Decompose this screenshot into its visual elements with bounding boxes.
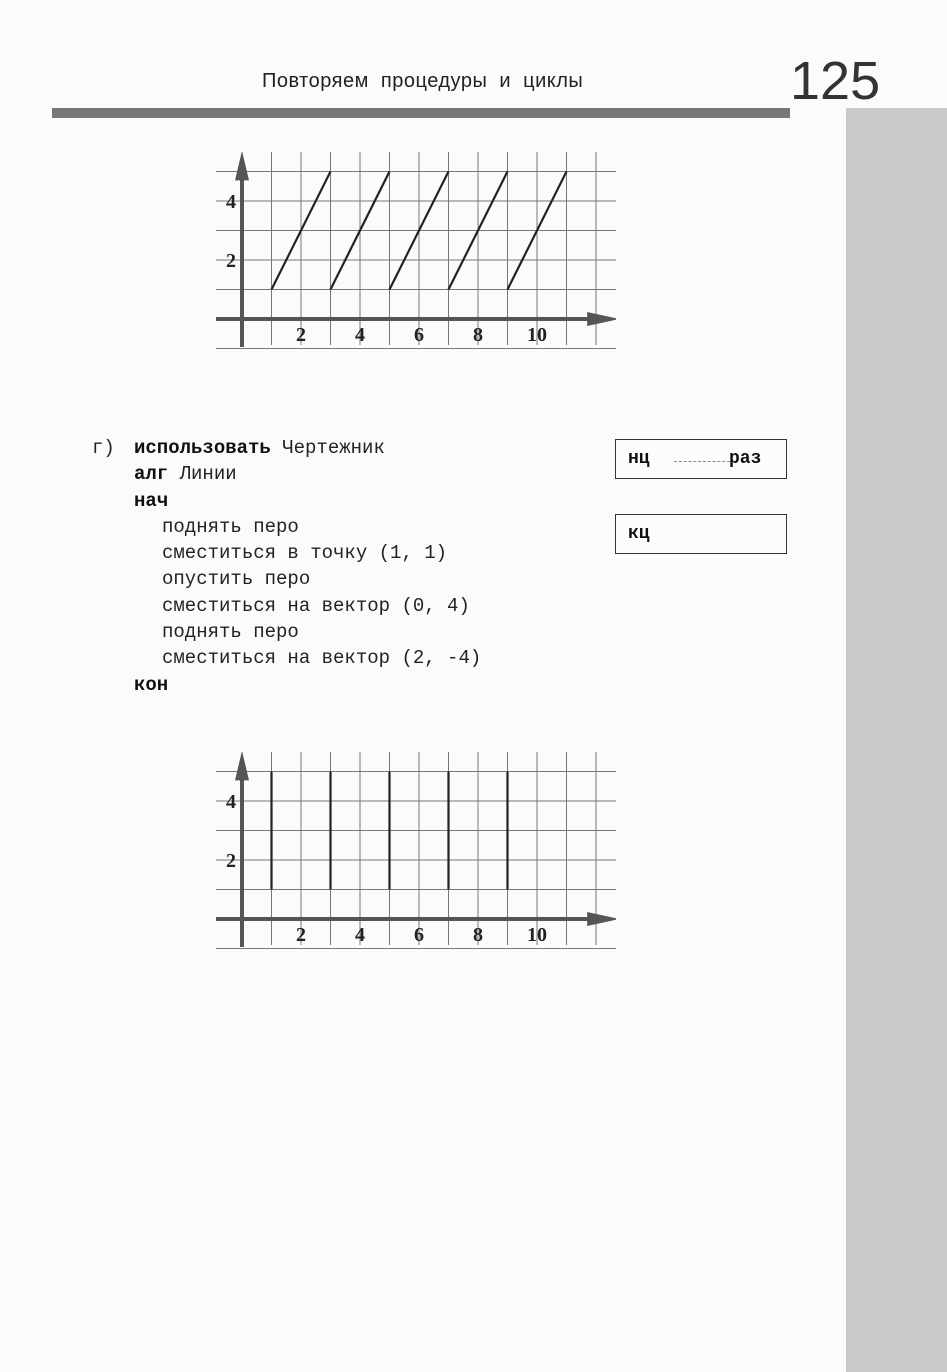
page-number: 125 — [790, 51, 881, 111]
loop-end-box — [615, 514, 787, 554]
code-line — [134, 619, 481, 645]
x-tick-label: 2 — [296, 924, 306, 946]
code-line — [134, 593, 481, 619]
x-tick-label: 8 — [473, 324, 483, 346]
task-label: г) — [92, 437, 115, 459]
code-line — [134, 540, 481, 566]
code-keyword: использовать — [134, 437, 271, 459]
code-line — [134, 435, 481, 461]
graph-vertical-lines — [216, 752, 616, 952]
code-keyword: кон — [134, 673, 169, 696]
code-text: Линии — [168, 463, 237, 486]
loop-end-keyword: кц — [628, 524, 650, 544]
code-line — [134, 566, 481, 592]
code-line — [134, 488, 481, 514]
code-line — [134, 672, 481, 698]
code-line — [134, 645, 481, 671]
graph-svg — [216, 752, 616, 952]
x-tick-label: 4 — [355, 924, 365, 946]
y-tick-label: 2 — [226, 250, 236, 272]
loop-times-keyword: раз — [729, 449, 762, 469]
code-keyword: нач — [134, 489, 169, 512]
code-line — [134, 461, 481, 487]
x-tick-label: 10 — [527, 324, 547, 346]
graph-diagonal-lines — [216, 152, 616, 352]
code-text: Чертежник — [270, 437, 385, 459]
y-tick-label: 4 — [226, 191, 236, 213]
x-tick-label: 6 — [414, 324, 424, 346]
x-tick-label: 10 — [527, 924, 547, 946]
loop-start-box — [615, 439, 787, 479]
x-tick-label: 4 — [355, 324, 365, 346]
x-tick-label: 2 — [296, 324, 306, 346]
code-text: поднять перо — [162, 515, 299, 538]
y-axis-arrow — [235, 752, 249, 780]
running-header-title: Повторяем процедуры и циклы — [262, 70, 584, 92]
x-tick-label: 6 — [414, 924, 424, 946]
loop-count-blank[interactable] — [674, 451, 730, 462]
graph-svg — [216, 152, 616, 352]
code-text: сместиться на вектор (0, 4) — [162, 594, 470, 617]
algorithm-code — [134, 435, 481, 698]
x-axis-arrow — [587, 912, 616, 926]
page-side-strip — [846, 108, 947, 1372]
x-tick-label: 8 — [473, 924, 483, 946]
code-text: поднять перо — [162, 621, 299, 644]
y-axis-arrow — [235, 152, 249, 180]
code-text: опустить перо — [162, 568, 311, 591]
header-rule — [52, 108, 790, 118]
y-tick-label: 4 — [226, 791, 236, 813]
loop-start-keyword: нц — [628, 449, 650, 469]
y-tick-label: 2 — [226, 850, 236, 872]
code-text: сместиться на вектор (2, -4) — [162, 647, 482, 670]
x-axis-arrow — [587, 312, 616, 326]
code-line — [134, 514, 481, 540]
code-text: сместиться в точку (1, 1) — [162, 542, 448, 565]
code-keyword: алг — [134, 463, 169, 486]
